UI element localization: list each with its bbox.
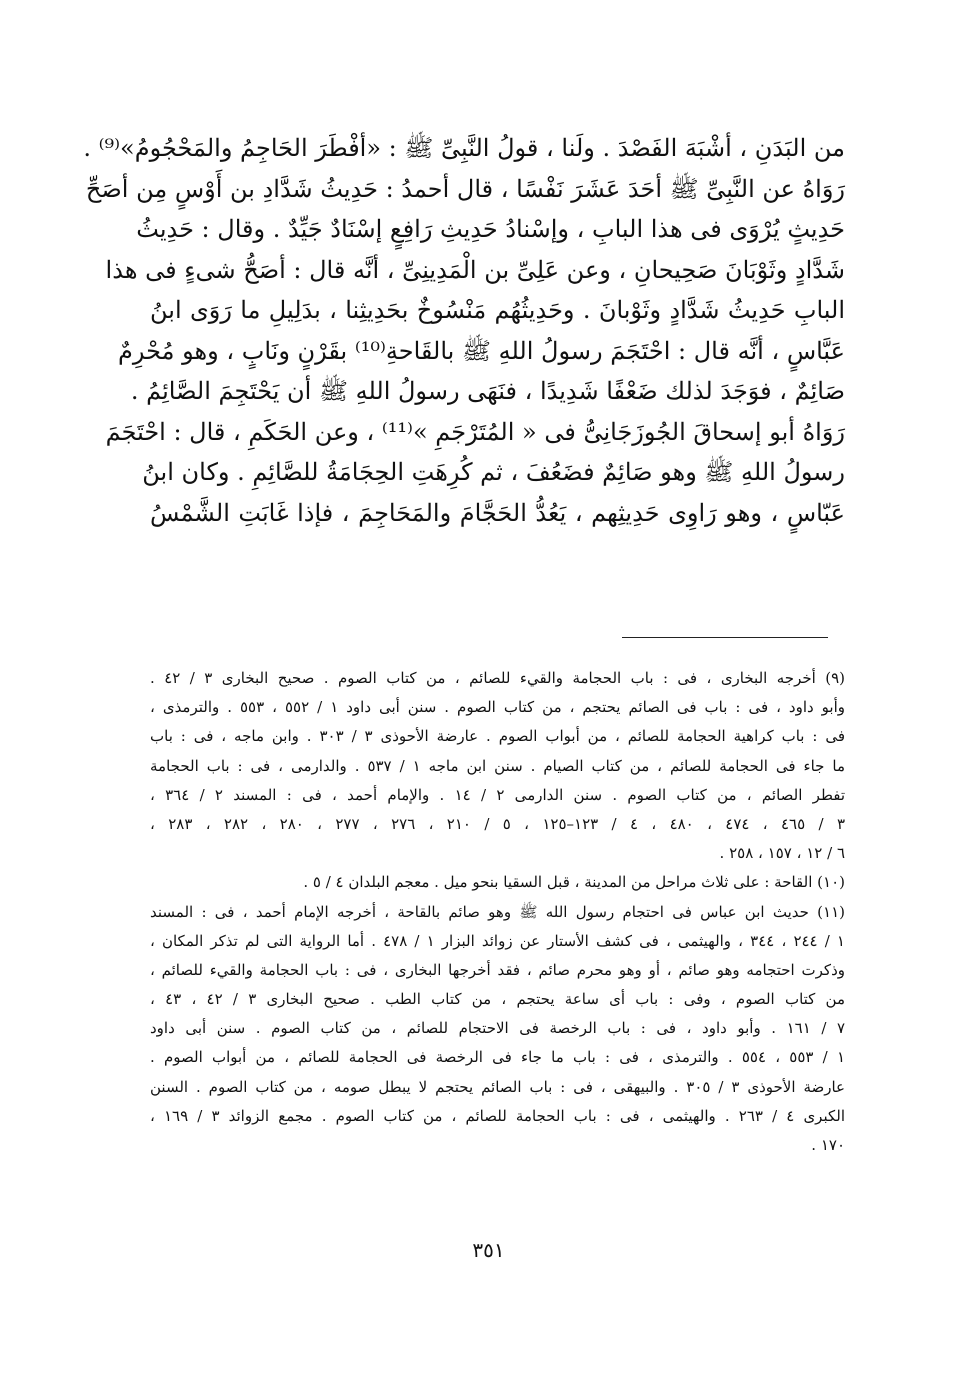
footnote-line: (١١) حديث ابن عباس فى احتجام رسول الله ﷺ وهو صائم بالقاحة ، أخرجه الإمام أحمد ، فى : المسند [150, 902, 845, 921]
main-text-line: من البَدَنِ ، أشْبَهَ الفَصْدَ . ولَنا ، قولُ النَّبِىِّ ﷺ : «أفْطَرَ الحَاجِمُ والمَحْجُومُ»⁽⁹⁾ . [83, 134, 845, 162]
main-text-block [83, 128, 845, 533]
footnote-line: ما جاء فى الحجامة للصائم ، من كتاب الصيام . سنن ابن ماجه ١ / ٥٣٧ . والدارمى ، فى : باب الحجامة [150, 756, 845, 775]
footnote-line: من كتاب الصوم ، وفى : باب أى ساعة يحتجم ، من كتاب الطب . صحيح البخارى ٣ / ٤٢ ، ٤٣ ، [150, 990, 845, 1009]
footnote-separator [622, 637, 828, 638]
footnote-line: فى : باب كراهية الحجامة للصائم ، من أبواب الصوم . عارضة الأحوذى ٣ / ٣٠٣ . وابن ماجه ، فى : باب [150, 727, 845, 746]
main-text-line: عَبّاسٍ ، وهو رَاوِى حَدِيثِهم ، يَعُدُّ الحَجَّامَ والمَحَاجِمَ ، فإذا غَابَتِ الشَّمْسُ [150, 498, 845, 527]
main-text-line: عَبَّاسٍ ، أنَّه قال : احْتَجَمَ رسولُ اللهِ ﷺ بالقَاحةِ⁽¹⁰⁾ بقَرْنٍ ونَابٍ ، وهو مُحْرِمٌ [118, 336, 845, 365]
footnote-line: ٣ / ٤٦٥ ، ٤٧٤ ، ٤٨٠ ، ٤ / ١٢٣–١٢٥ ، ٥ / ٢١٠ ، ٢٧٦ ، ٢٧٧ ، ٢٨٠ ، ٢٨٢ ، ٢٨٣ ، [150, 814, 845, 833]
footnotes-block [150, 664, 845, 1160]
main-text-line: صَائِمٌ ، فوَجَدَ لذلك ضَعْفًا شَدِيدًا ، فنَهَى رسولُ اللهِ ﷺ أن يَحْتَجِمَ الصَّائِمُ . [130, 377, 845, 405]
main-text-line: رَوَاهُ عن النَّبِىِّ ﷺ أحَدَ عَشَرَ نَفْسًا ، قال أحمدُ : حَدِيثُ شَدَّادِ بن أَوْسٍ مِن أصَحِّ [85, 174, 845, 203]
footnote-line: ١٧٠ . [811, 1136, 845, 1154]
footnote-line: تفطر الصائم ، من كتاب الصوم . سنن الدارمى ٢ / ١٤ . والإمام أحمد ، فى : المسند ٢ / ٣٦٤ ، [150, 785, 846, 804]
footnote-line: ١ / ٥٥٣ ، ٥٥٤ . والترمذى ، فى : باب ما جاء فى الرخصة فى الحجامة للصائم ، من أبواب الصوم . [150, 1048, 845, 1067]
footnote-line: (٩) أخرجه البخارى ، فى : باب الحجامة والقيء للصائم ، من كتاب الصوم . صحيح البخارى ٣ / ٤٢ . [150, 669, 846, 687]
main-text-line: رسولُ اللهِ ﷺ وهو صَائِمٌ فضَعُفَ ، ثم كُرِهَتِ الحِجَامَةُ للصَّائِمِ . وكان ابنُ [142, 458, 845, 486]
footnote-line: وذكرت احتجامه وهو صائم ، أو وهو محرم صائم ، فقد أخرجها البخارى ، فى : باب الحجامة والقيء للصائم ، [150, 960, 845, 979]
main-text-line: شَدَّادٍ وثَوْبَانَ صَحِيحانِ ، وعن عَلِىِّ بن الْمَدِينِىِّ ، أنَّه قال : أصَحُّ شىءٍ فى هذا [105, 255, 845, 284]
footnote-line: وأبو داود ، فى : باب فى الصائم يحتجم ، من كتاب الصوم . سنن أبى داود ١ / ٥٥٢ ، ٥٥٣ . والترمذى ، [150, 698, 846, 717]
footnote-line: عارضة الأحوذى ٣ / ٣٠٥ . والبيهقى ، فى : باب الصائم يحتجم لا يبطل صومه ، من كتاب الصوم . السنن [150, 1077, 845, 1096]
main-text-line: البابِ حَدِيثُ شَدَّادٍ وثَوْبانَ . وحَدِيثُهُم مَنْسُوخٌ بحَدِيثِنا ، بدَلِيلِ ما رَوَى ابنُ [150, 296, 845, 324]
footnote-line: ٧ / ١٦١ . وأبو داود ، فى : باب الرخصة فى الاحتجام للصائم ، من كتاب الصوم . سنن أبى داود [150, 1019, 845, 1038]
footnote-line: ٦ / ١٢ ، ١٥٧ ، ٢٥٨ . [719, 844, 845, 863]
main-text-line: حَدِيثٍ يُرْوَى فى هذا البابِ ، وإسْنادُ حَدِيثِ رَافِعٍ إسْنَادٌ جَيِّدٌ . وقال : حَدِيثُ [136, 215, 845, 243]
footnote-line: (١٠) القاحة : على ثلاث مراحل من المدينة ، قبل السقيا بنحو ميل . معجم البلدان ٤ / ٥ . [303, 873, 845, 892]
footnote-line: الكبرى ٤ / ٢٦٣ . والهيثمى ، فى : باب الحجامة للصائم ، من كتاب الصوم . مجمع الزوائد ٣ / ١٦٩ ، [150, 1106, 846, 1125]
main-text-line: رَوَاهُ أبو إسحاقَ الجُوزَجَانِىُّ فى « المُتَرْجَمِ »⁽¹¹⁾ ، وعن الحَكَمِ ، قال : احْتَجَمَ [105, 417, 845, 446]
page-number: ٣٥١ [472, 1238, 505, 1262]
footnote-line: ١ / ٢٤٤ ، ٣٤٤ ، والهيثمى ، فى كشف الأستار عن زوائد البزار ١ / ٤٧٨ . أما الرواية التى لم تذكر المكان ، [150, 931, 845, 950]
